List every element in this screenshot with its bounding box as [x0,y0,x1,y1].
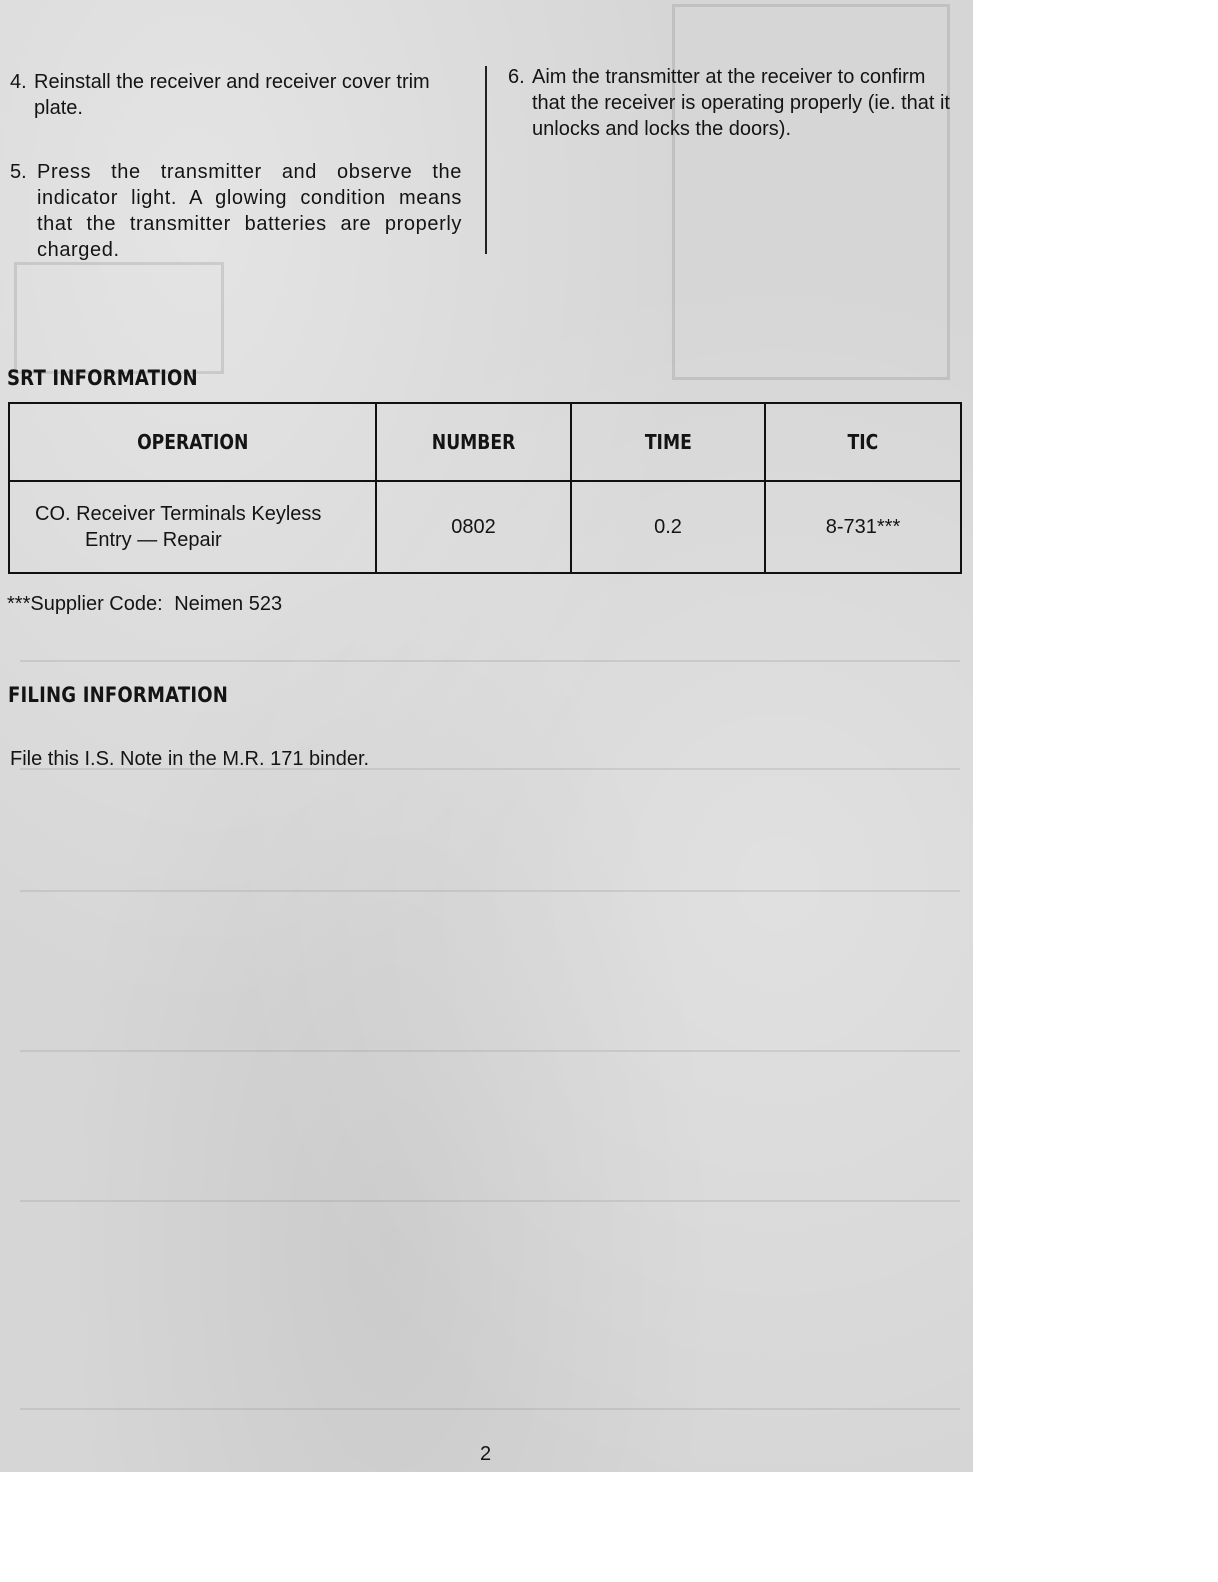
column-header-tic: TIC [765,403,961,481]
column-header-time: TIME [571,403,765,481]
srt-table [8,402,962,574]
cell-number: 0802 [376,481,571,573]
show-through-rule [20,1408,960,1410]
cell-tic: 8-731*** [765,481,961,573]
column-header-number: NUMBER [376,403,571,481]
srt-heading: SRT INFORMATION [7,366,198,390]
step-number: 4. [10,71,27,93]
show-through-rule [20,1200,960,1202]
column-divider [485,66,487,254]
step-4 [10,69,462,121]
supplier-code [7,593,282,616]
filing-text: File this I.S. Note in the M.R. 171 binder. [10,748,370,770]
page-number: 2 [480,1443,492,1465]
operation-line-2: Entry — Repair [85,529,222,551]
filing-heading: FILING INFORMATION [8,683,229,707]
step-text: Press the transmitter and observe the indicator light. A glowing condition means that the transmitter batteries are properly charged. [37,161,462,261]
cell-operation [9,481,376,573]
table-row [9,481,961,573]
show-through-box-left [14,262,224,374]
show-through-rule [20,660,960,662]
supplier-code-value: Neimen 523 [174,593,283,615]
show-through-rule [20,1050,960,1052]
step-5 [10,159,462,263]
step-6 [508,64,960,142]
step-number: 5. [10,161,27,183]
step-number: 6. [508,66,525,88]
step-text: Reinstall the receiver and receiver cover trim plate. [34,71,430,119]
show-through-rule [20,890,960,892]
step-text: Aim the transmitter at the receiver to confirm that the receiver is operating properly (ie. that it unlocks and locks the doors). [532,66,950,140]
show-through-box-top-right [672,4,950,380]
supplier-code-label: ***Supplier Code: [7,593,163,615]
table-header-row [9,403,961,481]
operation-line-1: CO. Receiver Terminals Keyless [35,503,322,525]
column-header-operation: OPERATION [9,403,376,481]
cell-time: 0.2 [571,481,765,573]
